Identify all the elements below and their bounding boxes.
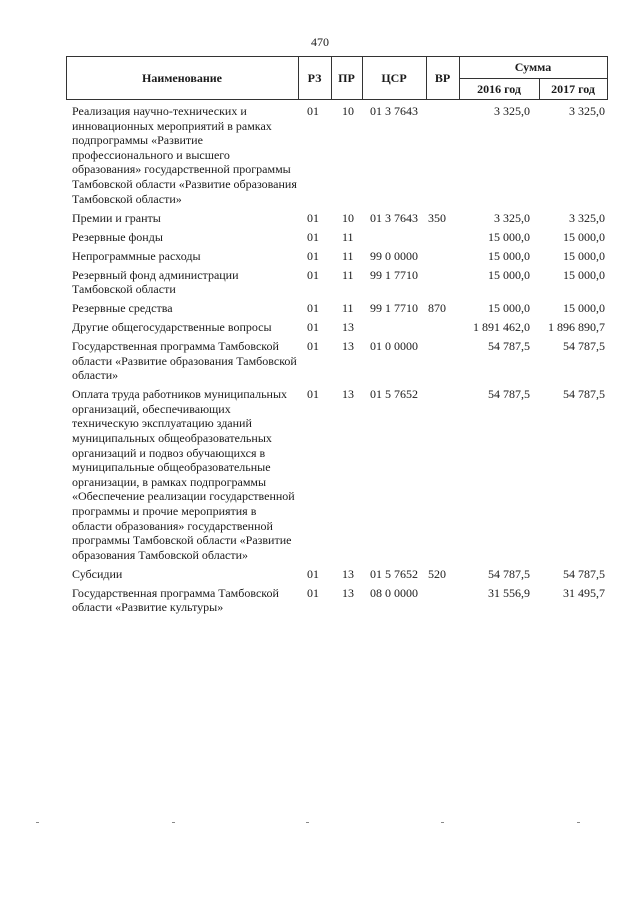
row-vr: 350 bbox=[428, 210, 446, 225]
row-pr: 13 bbox=[342, 566, 354, 581]
row-rz: 01 bbox=[307, 210, 319, 225]
row-name: Непрограммные расходы bbox=[72, 248, 201, 263]
row-rz: 01 bbox=[307, 248, 319, 263]
row-pr: 13 bbox=[342, 320, 354, 335]
row-sum-2016: 3 325,0 bbox=[494, 104, 530, 118]
row-pr: 13 bbox=[342, 387, 354, 402]
table-row bbox=[0, 586, 640, 615]
row-name: Реализация научно-технических и инновационных мероприятий в рамках подпрограммы «Развитие профессионального и высшего образования» государственной программы Тамбовской области «Развитие образования Тамбовской области» bbox=[72, 104, 297, 206]
row-sum-2017: 31 495,7 bbox=[563, 585, 605, 600]
table-row bbox=[0, 301, 640, 316]
row-sum-2016: 54 787,5 bbox=[488, 387, 530, 402]
row-pr: 10 bbox=[342, 104, 354, 118]
row-rz: 01 bbox=[307, 229, 319, 244]
table-row bbox=[0, 249, 640, 264]
table-row bbox=[0, 339, 640, 383]
table-row bbox=[0, 211, 640, 226]
row-rz: 01 bbox=[307, 387, 319, 402]
header-year-2016: 2016 год bbox=[477, 81, 521, 96]
row-name: Резервные средства bbox=[72, 301, 173, 316]
row-sum-2017: 1 896 890,7 bbox=[548, 320, 605, 335]
row-sum-2017: 54 787,5 bbox=[563, 387, 605, 402]
table-row bbox=[0, 387, 640, 562]
row-name: Государственная программа Тамбовской области «Развитие культуры» bbox=[72, 585, 279, 615]
header-sum: Сумма bbox=[514, 59, 552, 74]
row-name: Премии и гранты bbox=[72, 210, 161, 225]
row-pr: 13 bbox=[342, 585, 354, 600]
scan-mark bbox=[36, 822, 39, 823]
row-sum-2016: 54 787,5 bbox=[488, 566, 530, 581]
row-sum-2016: 15 000,0 bbox=[488, 248, 530, 263]
header-csr: ЦСР bbox=[381, 70, 407, 85]
row-name: Оплата труда работников муниципальных организаций, обеспечивающих техническую эксплуатацию зданий муниципальных общеобразовательных организаций и подвоз обучающихся в муниципальные общеобразовательные организации, в рамках подпрограммы «Обеспечение реализации государственной программы и прочие мероприятия в области образования» государственной программы Тамбовской области «Развитие образования Тамбовской области» bbox=[72, 387, 295, 562]
row-csr: 99 1 7710 bbox=[370, 301, 418, 316]
header-name: Наименование bbox=[142, 70, 222, 85]
row-sum-2017: 15 000,0 bbox=[563, 229, 605, 244]
row-pr: 13 bbox=[342, 339, 354, 354]
row-sum-2016: 1 891 462,0 bbox=[473, 320, 530, 335]
row-rz: 01 bbox=[307, 267, 319, 282]
row-name: Резервный фонд администрации Тамбовской области bbox=[72, 267, 239, 297]
row-sum-2017: 54 787,5 bbox=[563, 566, 605, 581]
scan-mark bbox=[306, 822, 309, 823]
row-name: Другие общегосударственные вопросы bbox=[72, 320, 272, 335]
scan-mark bbox=[577, 822, 580, 823]
header-year-2017: 2017 год bbox=[551, 81, 595, 96]
row-csr: 01 0 0000 bbox=[370, 339, 418, 354]
scan-marks bbox=[0, 822, 640, 832]
row-csr: 08 0 0000 bbox=[370, 585, 418, 600]
row-csr: 99 0 0000 bbox=[370, 248, 418, 263]
row-rz: 01 bbox=[307, 585, 319, 600]
row-name: Резервные фонды bbox=[72, 229, 163, 244]
row-csr: 01 5 7652 bbox=[370, 566, 418, 581]
row-csr: 01 3 7643 bbox=[370, 104, 418, 118]
table-body bbox=[0, 104, 640, 619]
table-row bbox=[0, 320, 640, 335]
header-rz: РЗ bbox=[307, 70, 322, 85]
row-sum-2016: 15 000,0 bbox=[488, 301, 530, 316]
page-number: 470 bbox=[311, 35, 329, 49]
row-name: Субсидии bbox=[72, 566, 123, 581]
row-vr: 520 bbox=[428, 566, 446, 581]
table-row bbox=[0, 230, 640, 245]
row-pr: 11 bbox=[342, 248, 354, 263]
row-sum-2016: 3 325,0 bbox=[494, 210, 530, 225]
table-row bbox=[0, 567, 640, 582]
row-sum-2017: 15 000,0 bbox=[563, 301, 605, 316]
row-rz: 01 bbox=[307, 320, 319, 335]
row-vr: 870 bbox=[428, 301, 446, 316]
row-sum-2017: 54 787,5 bbox=[563, 339, 605, 354]
row-rz: 01 bbox=[307, 339, 319, 354]
table-row bbox=[0, 104, 640, 206]
row-rz: 01 bbox=[307, 301, 319, 316]
row-pr: 10 bbox=[342, 210, 354, 225]
table-header bbox=[66, 56, 607, 100]
row-pr: 11 bbox=[342, 267, 354, 282]
row-sum-2016: 54 787,5 bbox=[488, 339, 530, 354]
row-csr: 99 1 7710 bbox=[370, 267, 418, 282]
row-sum-2016: 15 000,0 bbox=[488, 229, 530, 244]
row-sum-2017: 15 000,0 bbox=[563, 248, 605, 263]
header-pr: ПР bbox=[338, 70, 355, 85]
col-divider bbox=[607, 56, 608, 100]
table-row bbox=[0, 268, 640, 297]
row-name: Государственная программа Тамбовской области «Развитие образования Тамбовской области» bbox=[72, 339, 297, 383]
row-rz: 01 bbox=[307, 104, 319, 118]
scan-mark bbox=[172, 822, 175, 823]
row-sum-2016: 15 000,0 bbox=[488, 267, 530, 282]
row-csr: 01 5 7652 bbox=[370, 387, 418, 402]
header-vr: ВР bbox=[434, 70, 451, 85]
row-pr: 11 bbox=[342, 301, 354, 316]
row-sum-2017: 3 325,0 bbox=[569, 210, 605, 225]
scan-mark bbox=[441, 822, 444, 823]
row-sum-2016: 31 556,9 bbox=[488, 585, 530, 600]
row-pr: 11 bbox=[342, 229, 354, 244]
row-csr: 01 3 7643 bbox=[370, 210, 418, 225]
row-rz: 01 bbox=[307, 566, 319, 581]
row-sum-2017: 3 325,0 bbox=[569, 104, 605, 118]
row-sum-2017: 15 000,0 bbox=[563, 267, 605, 282]
